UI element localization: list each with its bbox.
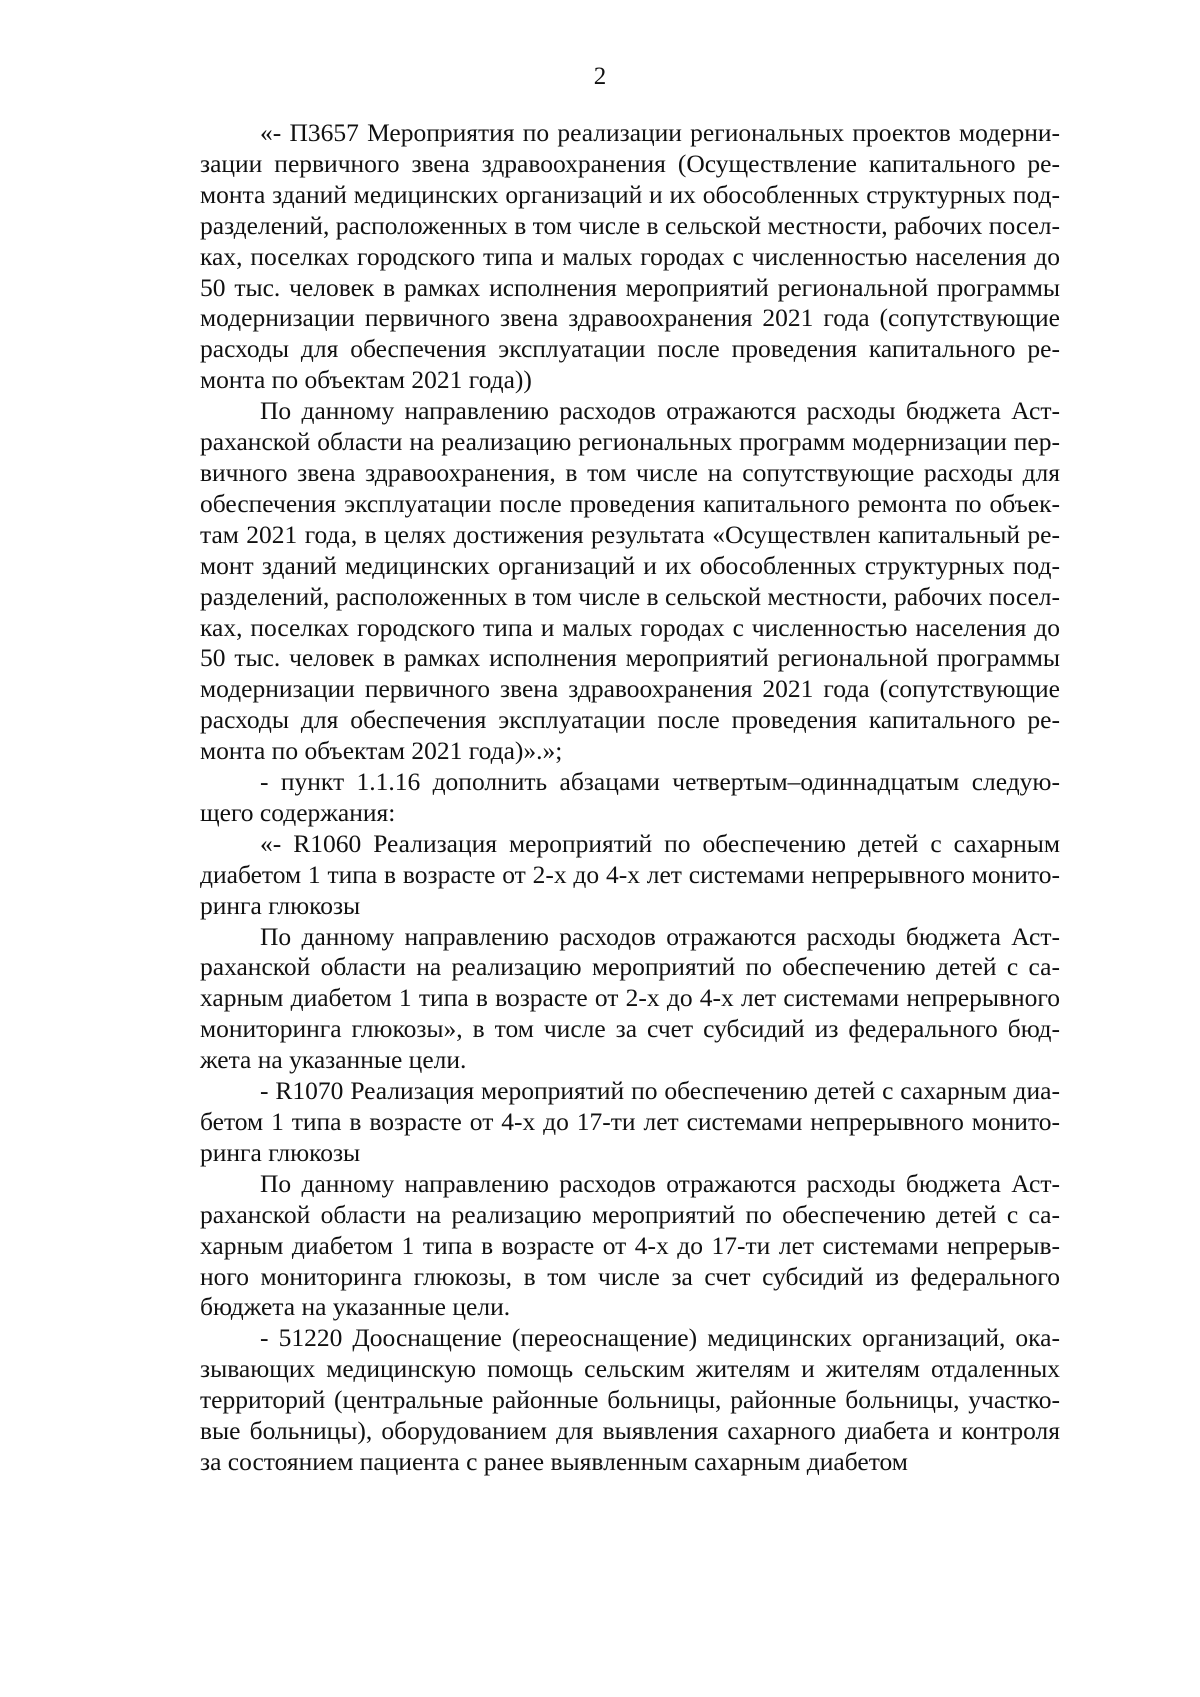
paragraph-r1060-description: По данному направлению расходов отражаются расходы бюджета Астраханской области на реализацию мероприятий по обеспечению детей с сахарным диабетом 1 типа в возрасте от 2-х до 4-х лет системами непрерывного мониторинга глюкозы», в том числе за счет субсидий из федерального бюджета на указанные цели. [200, 921, 1060, 1075]
paragraph-r1070-heading: - R1070 Реализация мероприятий по обеспечению детей с сахарным диабетом 1 типа в возрасте от 4-х до 17-ти лет системами непрерывного мониторинга глюкозы [200, 1076, 1060, 1167]
paragraph-p3657-heading: «- П3657 Мероприятия по реализации региональных проектов модернизации первичного звена здравоохранения (Осуществление капитального ремонта зданий медицинских организаций и их обособленных структурных подразделений, расположенных в том числе в сельской местности, рабочих поселках, поселках городского типа и малых городах с численностью населения до 50 тыс. человек в рамках исполнения мероприятий региональной программы модернизации первичного звена здравоохранения 2021 года (сопутствующие расходы для обеспечения эксплуатации после проведения капитального ремонта по объектам 2021 года)) [200, 118, 1060, 395]
paragraph-51220-heading: - 51220 Дооснащение (переоснащение) медицинских организаций, оказывающих медицинскую помощь сельским жителям и жителям отдаленных территорий (центральные районные больницы, районные больницы, участковые больницы), оборудованием для выявления сахарного диабета и контроля за состоянием пациента с ранее выявленным сахарным диабетом [200, 1323, 1060, 1476]
document-body [200, 118, 1060, 1478]
paragraph-r1070-description: По данному направлению расходов отражаются расходы бюджета Астраханской области на реализацию мероприятий по обеспечению детей с сахарным диабетом 1 типа в возрасте от 4-х до 17-ти лет системами непрерывного мониторинга глюкозы, в том числе за счет субсидий из федерального бюджета на указанные цели. [200, 1168, 1060, 1322]
paragraph-r1060-heading: «- R1060 Реализация мероприятий по обеспечению детей с сахарным диабетом 1 типа в возрасте от 2-х до 4-х лет системами непрерывного мониторинга глюкозы [200, 828, 1060, 920]
page-number: 2 [593, 63, 607, 90]
paragraph-amendment-point: - пункт 1.1.16 дополнить абзацами четвертым–одиннадцатым следующего содержания: [200, 767, 1060, 827]
paragraph-p3657-description: По данному направлению расходов отражаются расходы бюджета Астраханской области на реализацию региональных программ модернизации первичного звена здравоохранения, в том числе на сопутствующие расходы для обеспечения эксплуатации после проведения капитального ремонта по объектам 2021 года, в целях достижения результата «Осуществлен капитальный ремонт зданий медицинских организаций и их обособленных структурных подразделений, расположенных в том числе в сельской местности, рабочих поселках, поселках городского типа и малых городах с численностью населения до 50 тыс. человек в рамках исполнения мероприятий региональной программы модернизации первичного звена здравоохранения 2021 года (сопутствующие расходы для обеспечения эксплуатации после проведения капитального ремонта по объектам 2021 года)».»; [200, 396, 1060, 766]
